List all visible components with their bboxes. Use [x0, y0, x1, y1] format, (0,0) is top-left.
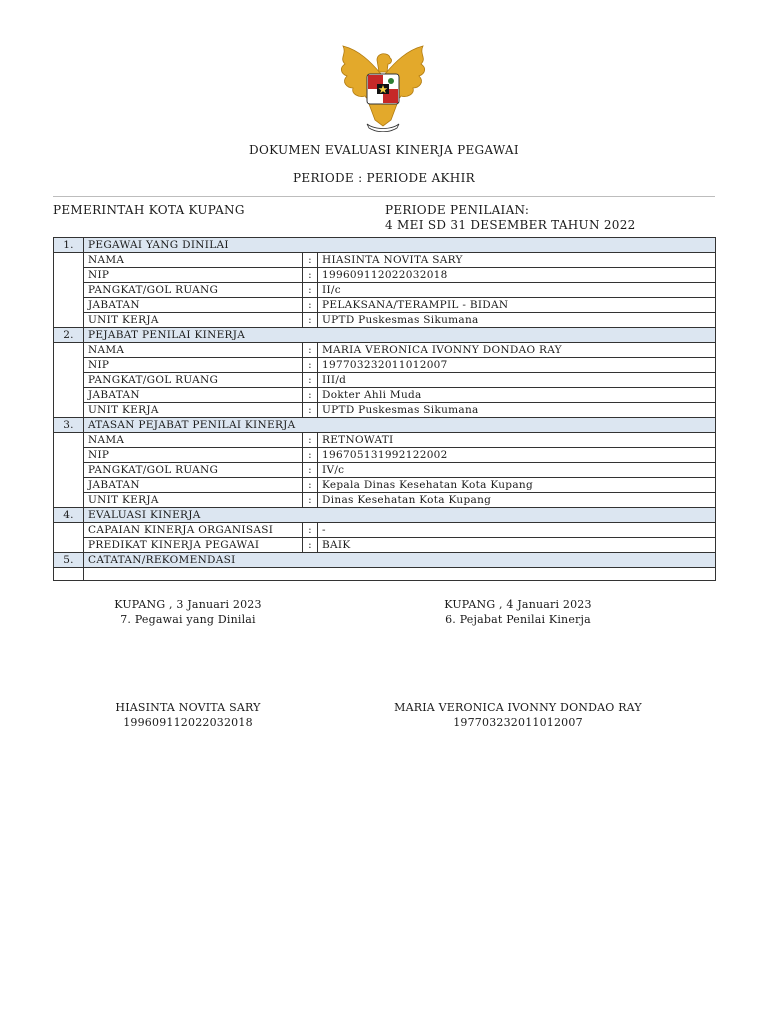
row-label: CAPAIAN KINERJA ORGANISASI — [84, 523, 303, 538]
table-row: NAMA : MARIA VERONICA IVONNY DONDAO RAY — [54, 343, 716, 358]
table-row: JABATAN : PELAKSANA/TERAMPIL - BIDAN — [54, 298, 716, 313]
section-header — [54, 418, 716, 433]
section-header — [54, 508, 716, 523]
row-label: NAMA — [84, 253, 303, 268]
row-value: Dinas Kesehatan Kota Kupang — [318, 493, 716, 508]
table-row: UNIT KERJA : UPTD Puskesmas Sikumana — [54, 313, 716, 328]
row-label: PANGKAT/GOL RUANG — [84, 463, 303, 478]
row-value: - — [318, 523, 716, 538]
table-row: NIP : 197703232011012007 — [54, 358, 716, 373]
row-label: NIP — [84, 358, 303, 373]
section-title: PEGAWAI YANG DINILAI — [84, 238, 716, 253]
section-number: 5. — [54, 553, 84, 568]
row-label: NIP — [84, 448, 303, 463]
section-title: EVALUASI KINERJA — [84, 508, 716, 523]
assessment-period — [385, 203, 636, 233]
section-number: 4. — [54, 508, 84, 523]
row-value: III/d — [318, 373, 716, 388]
row-label: UNIT KERJA — [84, 403, 303, 418]
left-signer-nip: 199609112022032018 — [123, 716, 253, 729]
row-value: Dokter Ahli Muda — [318, 388, 716, 403]
section-number: 2. — [54, 328, 84, 343]
table-row: NAMA : RETNOWATI — [54, 433, 716, 448]
section-title: ATASAN PEJABAT PENILAI KINERJA — [84, 418, 716, 433]
garuda-emblem-icon — [333, 44, 433, 132]
section-header — [54, 238, 716, 253]
row-label: JABATAN — [84, 298, 303, 313]
right-signer-name: MARIA VERONICA IVONNY DONDAO RAY — [394, 701, 642, 714]
row-label: PREDIKAT KINERJA PEGAWAI — [84, 538, 303, 553]
left-place-date: KUPANG , 3 Januari 2023 — [114, 598, 262, 611]
section-header — [54, 328, 716, 343]
row-label: JABATAN — [84, 478, 303, 493]
row-label: JABATAN — [84, 388, 303, 403]
right-signature-name — [368, 700, 668, 730]
recommendation-content — [84, 568, 716, 581]
row-value: PELAKSANA/TERAMPIL - BIDAN — [318, 298, 716, 313]
section-number: 1. — [54, 238, 84, 253]
assessment-period-value: 4 MEI SD 31 DESEMBER TAHUN 2022 — [385, 218, 636, 232]
row-value: BAIK — [318, 538, 716, 553]
left-signature-header — [88, 597, 288, 627]
table-row: PREDIKAT KINERJA PEGAWAI : BAIK — [54, 538, 716, 553]
table-row: JABATAN : Kepala Dinas Kesehatan Kota Kupang — [54, 478, 716, 493]
row-value: UPTD Puskesmas Sikumana — [318, 403, 716, 418]
table-row: PANGKAT/GOL RUANG : III/d — [54, 373, 716, 388]
row-value: RETNOWATI — [318, 433, 716, 448]
section-number: 3. — [54, 418, 84, 433]
row-value: 197703232011012007 — [318, 358, 716, 373]
left-signature-name — [88, 700, 288, 730]
left-role: 7. Pegawai yang Dinilai — [120, 613, 256, 626]
right-role: 6. Pejabat Penilai Kinerja — [445, 613, 591, 626]
row-value: 199609112022032018 — [318, 268, 716, 283]
recommendation-row — [54, 568, 716, 581]
table-row: NIP : 199609112022032018 — [54, 268, 716, 283]
organization-name: PEMERINTAH KOTA KUPANG — [53, 203, 245, 217]
row-label: UNIT KERJA — [84, 493, 303, 508]
row-label: PANGKAT/GOL RUANG — [84, 283, 303, 298]
document-title: DOKUMEN EVALUASI KINERJA PEGAWAI — [249, 143, 519, 157]
table-row: PANGKAT/GOL RUANG : II/c — [54, 283, 716, 298]
section-title: CATATAN/REKOMENDASI — [84, 553, 716, 568]
row-value: MARIA VERONICA IVONNY DONDAO RAY — [318, 343, 716, 358]
row-value: 196705131992122002 — [318, 448, 716, 463]
table-row: CAPAIAN KINERJA ORGANISASI : - — [54, 523, 716, 538]
row-value: IV/c — [318, 463, 716, 478]
section-title: PEJABAT PENILAI KINERJA — [84, 328, 716, 343]
row-label: PANGKAT/GOL RUANG — [84, 373, 303, 388]
row-label: UNIT KERJA — [84, 313, 303, 328]
table-row: NAMA : HIASINTA NOVITA SARY — [54, 253, 716, 268]
table-row: NIP : 196705131992122002 — [54, 448, 716, 463]
right-signer-nip: 197703232011012007 — [453, 716, 583, 729]
row-value: HIASINTA NOVITA SARY — [318, 253, 716, 268]
row-label: NIP — [84, 268, 303, 283]
table-row: UNIT KERJA : UPTD Puskesmas Sikumana — [54, 403, 716, 418]
divider — [53, 196, 715, 197]
row-label: NAMA — [84, 343, 303, 358]
document-period: PERIODE : PERIODE AKHIR — [293, 171, 475, 185]
right-place-date: KUPANG , 4 Januari 2023 — [444, 598, 592, 611]
evaluation-table — [53, 237, 716, 581]
row-label: NAMA — [84, 433, 303, 448]
section-header — [54, 553, 716, 568]
right-signature-header — [418, 597, 618, 627]
row-value: Kepala Dinas Kesehatan Kota Kupang — [318, 478, 716, 493]
table-row: JABATAN : Dokter Ahli Muda — [54, 388, 716, 403]
row-value: II/c — [318, 283, 716, 298]
left-signer-name: HIASINTA NOVITA SARY — [115, 701, 261, 714]
table-row: PANGKAT/GOL RUANG : IV/c — [54, 463, 716, 478]
assessment-period-label: PERIODE PENILAIAN: — [385, 203, 530, 217]
row-value: UPTD Puskesmas Sikumana — [318, 313, 716, 328]
table-row: UNIT KERJA : Dinas Kesehatan Kota Kupang — [54, 493, 716, 508]
